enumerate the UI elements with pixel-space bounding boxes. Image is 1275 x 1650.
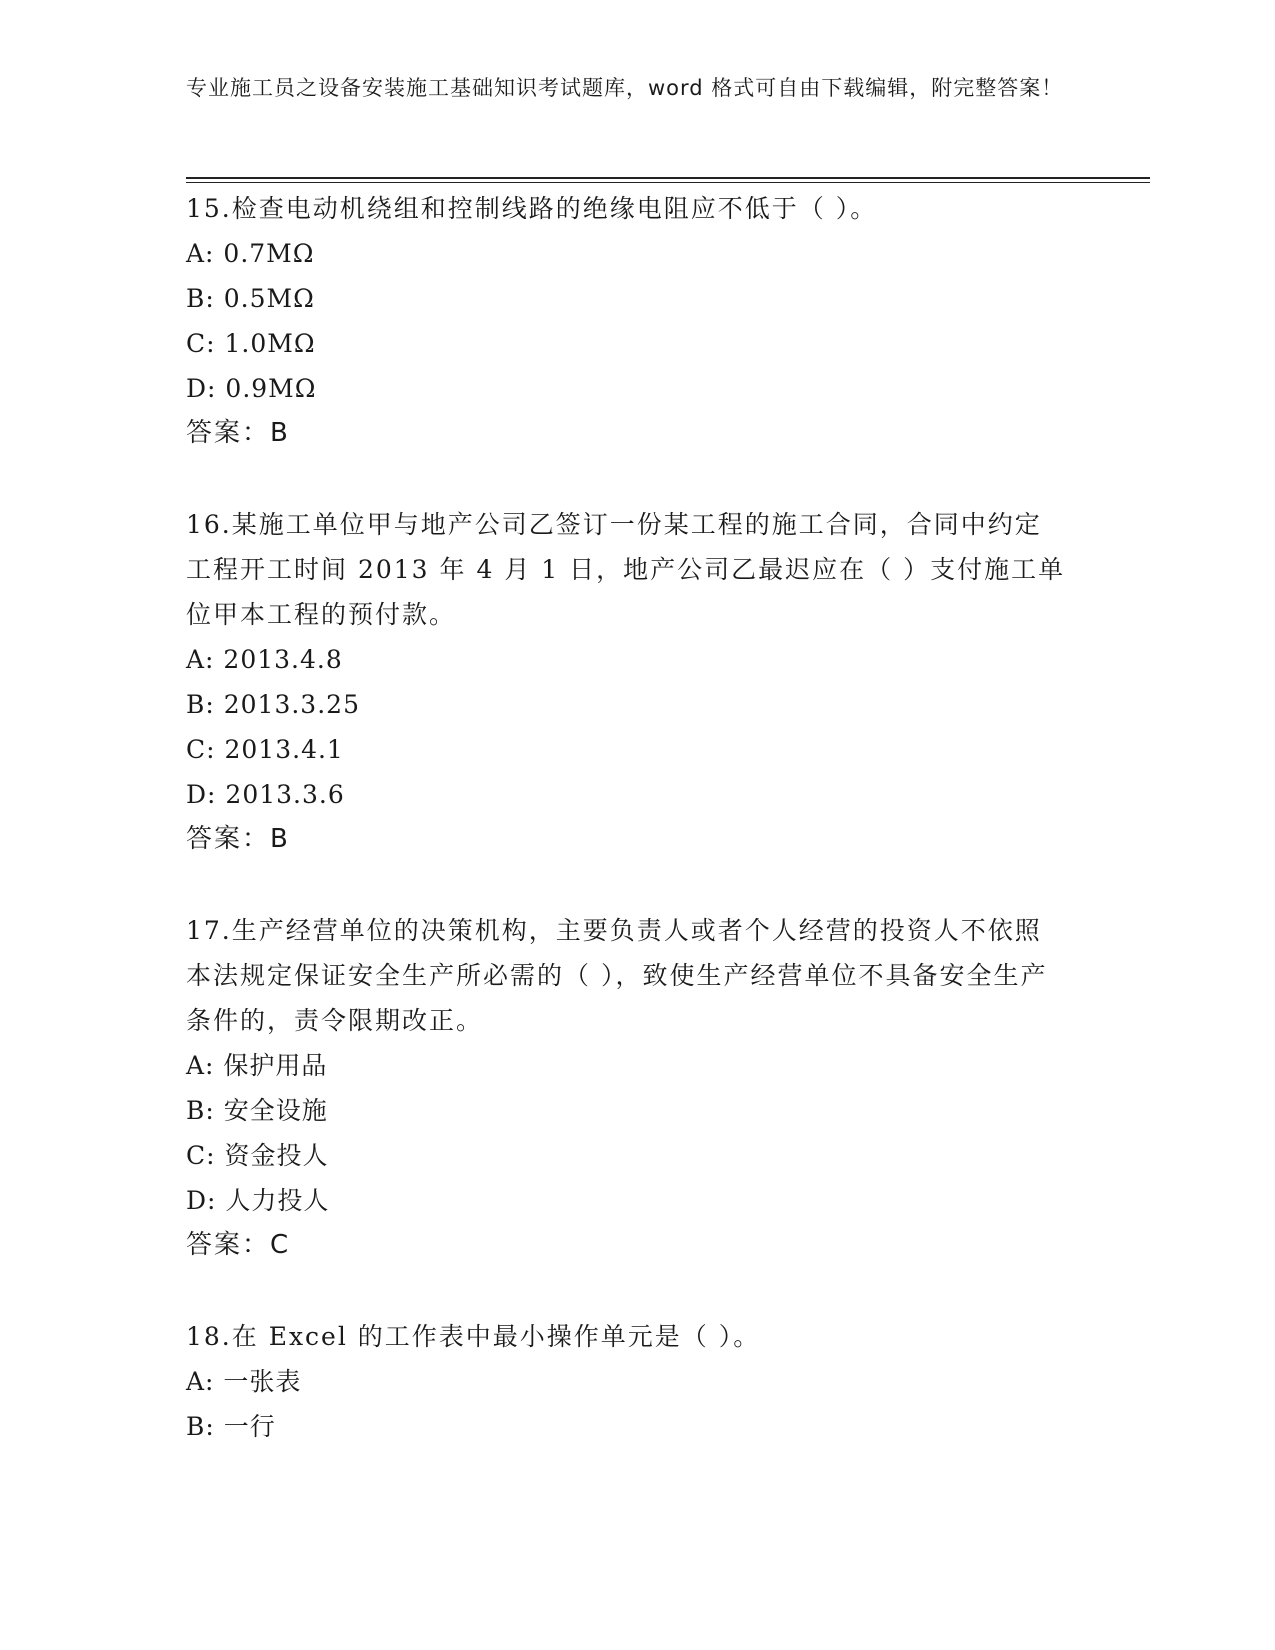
option-d: D: 0.9MΩ (186, 374, 317, 403)
question-17 (186, 908, 1066, 1268)
option-a: A: 一张表 (186, 1367, 302, 1396)
header-divider-bottom (186, 182, 1150, 183)
option-b: B: 0.5MΩ (186, 284, 315, 313)
option-b: B: 2013.3.25 (186, 690, 360, 719)
question-18 (186, 1314, 1066, 1449)
option-d: D: 2013.3.6 (186, 780, 345, 809)
option-a: A: 保护用品 (186, 1051, 328, 1080)
question-text: 17.生产经营单位的决策机构，主要负责人或者个人经营的投资人不依照本法规定保证安全生产所必需的（ ），致使生产经营单位不具备安全生产条件的，责令限期改正。 (186, 916, 1048, 1035)
option-b: B: 一行 (186, 1412, 276, 1441)
answer: 答案：B (186, 418, 290, 448)
question-text: 16.某施工单位甲与地产公司乙签订一份某工程的施工合同，合同中约定工程开工时间 2013 年 4 月 1 日，地产公司乙最迟应在（ ）支付施工单位甲本工程的预付款。 (186, 510, 1066, 629)
answer: 答案：B (186, 824, 290, 854)
answer: 答案：C (186, 1230, 291, 1260)
option-b: B: 安全设施 (186, 1096, 328, 1125)
option-c: C: 资金投人 (186, 1141, 329, 1170)
option-c: C: 1.0MΩ (186, 329, 316, 358)
question-16 (186, 502, 1066, 862)
option-a: A: 2013.4.8 (186, 645, 343, 674)
header-divider-top (186, 177, 1150, 179)
document-header: 专业施工员之设备安装施工基础知识考试题库，word 格式可自由下载编辑，附完整答案！ (186, 76, 1064, 100)
option-c: C: 2013.4.1 (186, 735, 344, 764)
option-a: A: 0.7MΩ (186, 239, 315, 268)
question-text: 15.检查电动机绕组和控制线路的绝缘电阻应不低于（ ）。 (186, 194, 878, 223)
option-d: D: 人力投人 (186, 1186, 330, 1215)
question-15 (186, 186, 1066, 456)
question-text: 18.在 Excel 的工作表中最小操作单元是（ ）。 (186, 1322, 761, 1351)
